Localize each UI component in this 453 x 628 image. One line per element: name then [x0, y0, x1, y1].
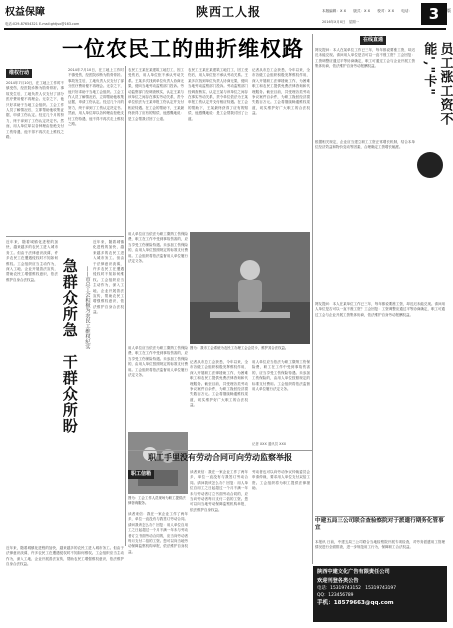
center-article-text-3: 记者从市总工会获悉，今年以来，全市各级工会组织积极发挥维权作用，深入开展职工法律援助工作，为困难职工和农民工提供免费法律咨询和代理服务。截至目前，共受理各类劳动争议案件百余件，为职工挽回经济损失数百万元。工会将继续畅通维权渠道，切实维护好广大职工的合法权益。: [252, 68, 310, 116]
page-header: [0, 0, 450, 30]
masthead: 陕西工人报: [196, 5, 262, 19]
tag-bottom: 职工信箱: [128, 470, 154, 479]
header-rule: [4, 28, 446, 30]
main-headline: 一位农民工的曲折维权路: [62, 36, 304, 61]
sub-text: 本报讯 日前，中建五局三公司联合当地检察院开展专项检查，对劳务派遣用工管理情况进行全面排查，进一步规范用工行为，保障职工合法权益。: [315, 540, 445, 550]
column-divider: [312, 34, 313, 564]
header-contact: 电话:029-87654321 E-mail:ghtjsx@163.com: [5, 22, 80, 26]
bottom-left-text: 读者来信：我在一家企业工作了两年多，单位一直没有与我签订劳动合同。请问我该怎么办？回复：用人单位自用工之日起超过一个月不满一年未与劳动者订立书面劳动合同的，应当向劳动者每月支付二倍的工资。您可以向当地劳动保障监察机构举报，依法维护自身权益。: [128, 512, 188, 554]
right-vertical-headline: 员工涨工资不能',"卡": [421, 42, 453, 126]
center-mid-text-2: 用人单位应当依法为职工缴纳工伤保险费，职工在工作中受到事故伤害的，应当享受工伤保险待遇。未参加工伤保险的，由用人单位按照规定的标准支付费用。工会组织将依法监督用人单位履行法定义务。: [128, 346, 188, 378]
right-col-text-3: 网友提问：本人在某单位工作已三年，每年都说要涨工资，却迟迟未能兑现。请问用人单位是否可以一直不涨工资？工会回复：工资调整应通过平等协商确定，职工可通过工会与企业开展工资集体协商，依法维护自身劳动报酬权益。: [315, 302, 445, 317]
photo-worker: [190, 232, 310, 344]
center-mid-text: 用人单位应当依法为职工缴纳工伤保险费，职工在工作中受到事故伤害的，应当享受工伤保险待遇。未参加工伤保险的，由用人单位按照规定的标准支付费用。工会组织将依法监督用人单位履行法定义务。: [128, 232, 188, 264]
page-number: [421, 3, 447, 25]
ad-line-2: 欢迎刊登各类公告: [317, 577, 359, 584]
left-column-text-2: 2014年7月10日，在工地上工作时不慎受伤，经医院诊断为肋骨骨折。事故发生后，工地负责人仅支付了部分医疗费用便不再理会。无奈之下，他只好求助于当地工会组织。工会工作人员了解情况后，立即帮助他收集证据，申请工伤认定。经过几个月的努力，终于拿到了工伤认定决定书。然而，用人单位却以各种理由拒绝支付工伤待遇，他不得不再次走上维权之路。: [68, 68, 124, 127]
center-article-text-2: 农民工王某在某建筑工地打工，因工受伤后，用人单位拒不承认劳动关系。王某多次找到单位负责人协商无果，便向当地劳动监察部门投诉。劳动监察部门经调查核实，认定王某与该单位之间存在事实劳动关系，责令单位依法为王某申报工伤认定并支付相应待遇。在工会的帮助下，王某最终获得了应有的赔偿，他感慨地说：是工会帮我讨回了公道。: [188, 68, 248, 121]
tag-left-story: 维权行动: [6, 69, 32, 78]
ad-line-1: 陕西中建文化广告有限责任公司: [317, 569, 390, 575]
pullquote-big: 急群众所急 干群众所盼: [60, 258, 79, 434]
section-divider: [315, 516, 445, 517]
tag-right-column: 在线直通: [360, 36, 386, 45]
header-date: 2016年X月X日 星期一: [322, 20, 360, 24]
center-lower-text-2: 用人单位应当依法为职工缴纳工伤保险费，职工在工作中受到事故伤害的，应当享受工伤保险待遇。未参加工伤保险的，由用人单位按照规定的标准支付费用。工会组织将依法监督用人单位履行法定义务。: [252, 360, 310, 392]
section-title: 权益保障: [5, 7, 45, 18]
left-bottom-text: 近年来，随着城镇化进程的加快，越来越多的农民工进入城市务工。但由于法律意识淡薄，许多农民工在遭遇侵权时不知如何维权。工会组织应当主动作为，深入工地、企业开展普法宣传，帮助农民工增强维权意识，依法维护自身合法权益。: [6, 546, 124, 567]
middle-left-text-2: 近年来，随着城镇化进程的加快，越来越多的农民工进入城市务工。但由于法律意识淡薄，许多农民工在遭遇侵权时不知如何维权。工会组织应当主动作为，深入工地、企业开展普法宣传，帮助农民工增强维权意识，依法维护自身合法权益。: [93, 240, 124, 315]
photo-caption-2: 图为：工会工作人员现场为职工提供法律咨询服务。: [128, 496, 186, 505]
pullquote-sub: ——市总工会积极为农民工维权纪实: [84, 266, 91, 350]
bottom-text: 读者来信：我在一家企业工作了两年多，单位一直没有与我签订劳动合同。请问我该怎么办？回复：用人单位自用工之日起超过一个月不满一年未与劳动者订立书面劳动合同的，应当向劳动者每月支付二倍的工资。您可以向当地劳动保障监察机构举报，依法维护自身权益。: [190, 470, 248, 512]
reporter-note: 记者 XXX 通讯员 XXX: [252, 442, 287, 446]
bottom-headline: 职工手里没有劳动合同可向劳动监察举报: [148, 452, 292, 462]
page-number-value: 3: [428, 5, 440, 23]
photo-worker-image: [190, 232, 310, 344]
ad-line-3: 电话：15319743152 15319743197: [317, 586, 397, 591]
header-meta: 本版编辑：X X 版式：X X 校对：X X 电话：: [322, 9, 413, 13]
column-divider: [125, 66, 126, 546]
right-column-emblem: [417, 152, 443, 178]
advertisement: [313, 566, 447, 622]
ad-line-4: QQ：123456789: [317, 592, 354, 598]
bottom-right-text: 劳动者也可以向劳动争议仲裁委员会申请仲裁，要求用人单位支付双倍工资。工会组织将为职工提供法律援助。: [252, 470, 310, 491]
middle-left-text: 近年来，随着城镇化进程的加快，越来越多的农民工进入城市务工。但由于法律意识淡薄，许多农民工在遭遇侵权时不知如何维权。工会组织应当主动作为，深入工地、企业开展普法宣传，帮助农民工增强维权意识，依法维护自身合法权益。: [6, 240, 58, 282]
left-column-text: 2014年7月10日，在工地上工作时不慎受伤，经医院诊断为肋骨骨折。事故发生后，工地负责人仅支付了部分医疗费用便不再理会。无奈之下，他只好求助于当地工会组织。工会工作人员了解情况后，立即帮助他收集证据，申请工伤认定。经过几个月的努力，终于拿到了工伤认定决定书。然而，用人单位却以各种理由拒绝支付工伤待遇，他不得不再次走上维权之路。: [6, 81, 64, 140]
right-col-text: 网友提问：本人在某单位工作已三年，每年都说要涨工资，却迟迟未能兑现。请问用人单位是否可以一直不涨工资？工会回复：工资调整应通过平等协商确定，职工可通过工会与企业开展工资集体协商，依法维护自身劳动报酬权益。: [315, 48, 415, 69]
right-col-text-2: 根据相关规定，企业应当建立职工工资正常增长机制，结合本单位经济效益和物价变动等因素，合理确定工资增长幅度。: [315, 140, 415, 150]
section-divider: [128, 450, 312, 451]
ad-line-5: 手机：18579663@qq.com: [317, 600, 394, 606]
center-lower-text: 记者从市总工会获悉，今年以来，全市各级工会组织积极发挥维权作用，深入开展职工法律援助工作，为困难职工和农民工提供免费法律咨询和代理服务。截至目前，共受理各类劳动争议案件百余件，为职工挽回经济损失数百万元。工会将继续畅通维权渠道，切实维护好广大职工的合法权益。: [190, 360, 248, 408]
photo-caption-1: 图为：我市工会系统为农民工办理工会会员卡，维护其合法权益。: [190, 346, 289, 350]
section-divider: [6, 236, 124, 237]
center-article-text: 农民工王某在某建筑工地打工，因工受伤后，用人单位拒不承认劳动关系。王某多次找到单位负责人协商无果，便向当地劳动监察部门投诉。劳动监察部门经调查核实，认定王某与该单位之间存在事实劳动关系，责令单位依法为王某申报工伤认定并支付相应待遇。在工会的帮助下，王某最终获得了应有的赔偿，他感慨地说：是工会帮我讨回了公道。: [128, 68, 184, 121]
page-suffix: 版: [447, 8, 451, 13]
sub-headline: 中建五局三公司联合查验察院对于派遣行期务化管事宜: [315, 518, 444, 531]
